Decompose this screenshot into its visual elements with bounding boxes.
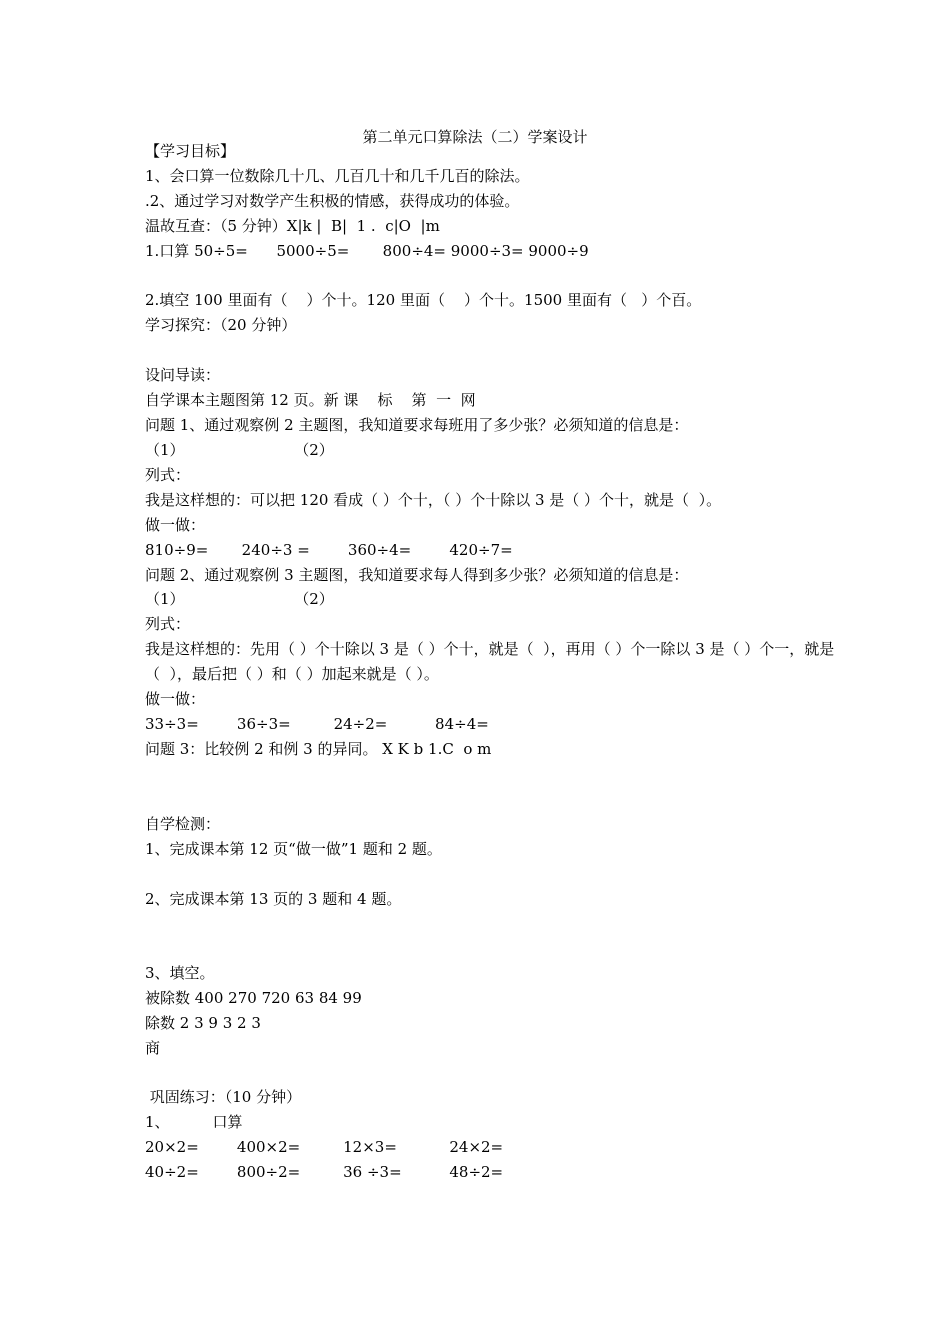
text-line: 3、填空。 bbox=[145, 964, 215, 982]
text-line: 自学检测： bbox=[145, 815, 221, 833]
text-line: 【学习目标】 bbox=[145, 142, 236, 160]
text-line: 1.口算 50÷5= 5000÷5= 800÷4= 9000÷3= 9000÷9 bbox=[145, 242, 589, 260]
text-line: 1、 口算 bbox=[145, 1113, 243, 1131]
text-line: 我是这样想的：先用（ ）个十除以 3 是（ ）个十，就是（ ），再用（ ）个一除以 3 是（ ）个一，就是 bbox=[145, 640, 835, 658]
text-line: （1） （2） bbox=[145, 590, 334, 608]
text-line: 巩固练习：（10 分钟） bbox=[145, 1088, 302, 1106]
text-line: 问题 3：比较例 2 和例 3 的异同。 X K b 1.C o m bbox=[145, 740, 492, 758]
text-line: 除数 2 3 9 3 2 3 bbox=[145, 1014, 261, 1032]
text-line: 1、完成课本第 12 页“做一做”1 题和 2 题。 bbox=[145, 840, 442, 858]
text-line: 问题 2、通过观察例 3 主题图，我知道要求每人得到多少张？必须知道的信息是： bbox=[145, 566, 689, 584]
document-title: 第二单元口算除法（二）学案设计 bbox=[362, 128, 588, 146]
text-line: 做一做： bbox=[145, 690, 206, 708]
text-line: 问题 1、通过观察例 2 主题图，我知道要求每班用了多少张？必须知道的信息是： bbox=[145, 416, 689, 434]
text-line: 我是这样想的：可以把 120 看成（ ）个十，（ ）个十除以 3 是（ ）个十，就是（ ）。 bbox=[145, 491, 722, 509]
text-line: 做一做： bbox=[145, 516, 206, 534]
text-line: 商 bbox=[145, 1039, 161, 1057]
text-line: 1、会口算一位数除几十几、几百几十和几千几百的除法。 bbox=[145, 167, 530, 185]
text-line: 20×2= 400×2= 12×3= 24×2= bbox=[145, 1138, 504, 1156]
text-line: 自学课本主题图第 12 页。新 课 标 第 一 网 bbox=[145, 391, 476, 409]
text-line: .2、通过学习对数学产生积极的情感，获得成功的体验。 bbox=[145, 192, 520, 210]
text-line: 33÷3= 36÷3= 24÷2= 84÷4= bbox=[145, 715, 489, 733]
text-line: 2.填空 100 里面有（ ）个十。120 里面（ ）个十。1500 里面有（ ）个百。 bbox=[145, 291, 702, 309]
text-line: 2、完成课本第 13 页的 3 题和 4 题。 bbox=[145, 890, 402, 908]
text-line: （1） （2） bbox=[145, 441, 334, 459]
text-line: 列式： bbox=[145, 466, 191, 484]
text-line: （ ），最后把（ ）和（ ）加起来就是（ ）。 bbox=[145, 665, 439, 683]
text-line: 810÷9= 240÷3 = 360÷4= 420÷7= bbox=[145, 541, 513, 559]
text-line: 温故互查：（5 分钟）X|k | B| 1 . c|O |m bbox=[145, 217, 440, 235]
text-line: 40÷2= 800÷2= 36 ÷3= 48÷2= bbox=[145, 1163, 504, 1181]
text-line: 列式： bbox=[145, 615, 191, 633]
text-line: 被除数 400 270 720 63 84 99 bbox=[145, 989, 362, 1007]
text-line: 学习探究：（20 分钟） bbox=[145, 316, 297, 334]
text-line: 设问导读： bbox=[145, 366, 221, 384]
